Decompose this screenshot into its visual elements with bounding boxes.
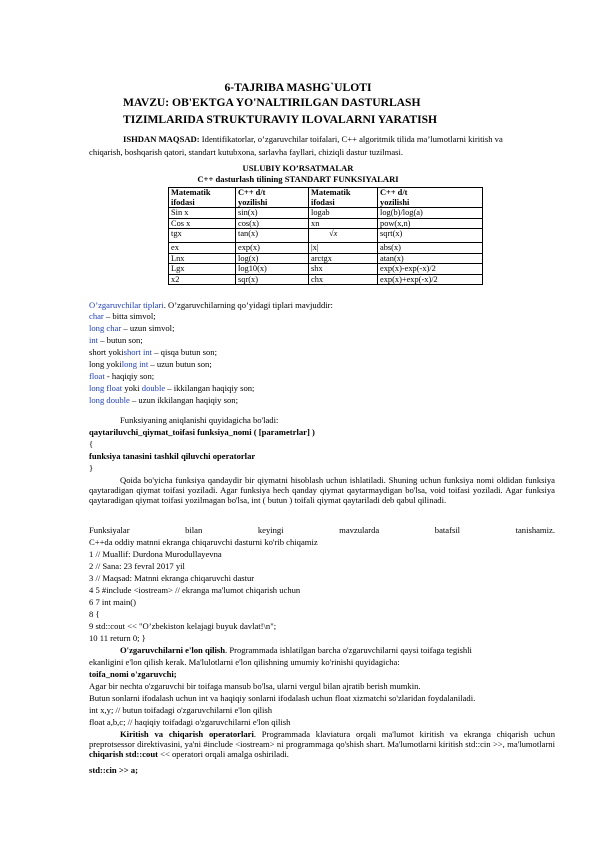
page-title: 6-TAJRIBA MASHG`ULOTI [224,81,372,94]
vars-line-4: Agar bir nechta o'zgaruvchi bir toifaga mansub bo'lsa, ularni vergul bilan ajratib berish mumkin. [89,681,421,691]
table-row [169,218,483,229]
table-row [169,274,483,285]
table-cell: x2 [169,274,236,285]
type-item-long-double: long double – uzun ikkilangan haqiqiy son; [89,395,238,405]
aim-text: Identifikatorlar, o’zgaruvchilar toifalari, C++ algoritmik tilida ma’lumotlarni kiritish va [199,134,503,144]
vars-heading: O'zgaruvchilarni e'lon qilish. Programmada ishlatilgan barcha o'zgaruvchilarni qaysi toifaga tegishli [120,645,472,655]
table-cell: abs(x) [378,243,483,254]
vars-line-5: Butun sonlarni ifodalash uchun int va haqiqiy sonlarni ifodalash uchun float xizmatchi so'zlaridan foydalaniladi. [89,693,476,703]
code-line: 6 7 int main() [89,597,137,607]
table-cell: sin(x) [236,208,309,219]
functions-open-brace: { [89,439,94,449]
topic-line-1: MAVZU: OB'EKTGA YO'NALTIRILGAN DASTURLASH [123,96,421,109]
method-title: USLUBIY KO’RSATMALAR [242,163,354,173]
table-cell: log10(x) [236,264,309,275]
table-header-cell: Matematik ifodasi [309,188,378,208]
aim-line-2: chiqarish, boshqarish qatori, standart kutubxona, sarlavha fayllari, chiziqli dastur tuzilmasi. [89,147,404,157]
table-cell: tan(x) [236,229,309,243]
type-item-char: char – bitta simvol; [89,311,156,321]
functions-syntax: qaytariluvchi_qiymat_toifasi funksiya_nomi ( [parametrlar] ) [89,427,315,437]
vars-example-int: int x,y; // butun toifadagi o'zgaruvchilarni e'lon qilish [89,705,273,715]
table-row [169,208,483,219]
table-cell: shx [309,264,378,275]
method-subtitle: C++ dasturlash tilining STANDART FUNKSIYALARI [197,174,399,184]
table-header-cell: C++ d/t yozilishi [378,188,483,208]
code-line: 10 11 return 0; } [89,633,146,643]
io-paragraph: Kiritish va chiqarish operatorlari. Programmada klaviatura orqali ma'lumot kiritish va ekranga chiqarish uchun preprotsessor direktivasini, ya'ni #include <iostream> ni programmaga qo'shish shart. Ma'lumotlarni kiritish std::cin >>, ma'lumotlarni chiqarish std::cout << operatori orqali amalga oshiriladi. [89,729,555,759]
table-header-cell: Matematik ifodasi [169,188,236,208]
topic-line-2: TIZIMLARIDA STRUKTURAVIY ILOVALARNI YARATISH [123,113,438,126]
type-item-float: float - haqiqiy son; [89,371,155,381]
aim-line-1 [123,134,503,144]
functions-intro: Funksiyaning aniqlanishi quyidagicha bo'ladi: [120,415,279,425]
code-line: 8 { [89,609,100,619]
table-cell [309,229,378,243]
table-cell: atan(x) [378,253,483,264]
type-item-int: int – butun son; [89,335,143,345]
table-cell: sqrt(x) [378,229,483,243]
table-cell: logab [309,208,378,219]
standard-functions-table [168,187,483,285]
io-example: std::cin >> a; [89,765,138,775]
functions-close-brace: } [89,463,94,473]
type-item-long-float: long float yoki double – ikkilangan haqiqiy son; [89,383,255,393]
table-cell: exp(x)+exp(-x)/2 [378,274,483,285]
table-cell: log(x) [236,253,309,264]
table-cell: Cos x [169,218,236,229]
functions-next-line: Funksiyalar bilan keyingi mavzularda batafsil tanishamiz. [89,525,555,535]
table-header-cell: C++ d/t yozilishi [236,188,309,208]
code-line: 2 // Sana: 23 fevral 2017 yil [89,561,185,571]
table-cell: Lgx [169,264,236,275]
table-cell: chx [309,274,378,285]
table-cell: pow(x,n) [378,218,483,229]
table-cell: Lnx [169,253,236,264]
code-line: 1 // Muallif: Durdona Murodullayevna [89,549,222,559]
table-header-row [169,188,483,208]
aim-label: ISHDAN MAQSAD: [123,134,200,144]
table-cell: exp(x)-exp(-x)/2 [378,264,483,275]
type-item-long: long yokilong int – uzun butun son; [89,359,212,369]
table-cell: tgx [169,229,236,243]
functions-paragraph: Qoida bo'yicha funksiya qandaydir bir qiymatni hisoblash uchun ishlatiladi. Shuning uchun funksiya nomi oldidan funksiya qaytaradigan qiymat toifasi yoziladi. Agar funksiya hech qanday qiymat qaytarmaydigan bo'lsa, void toifasi yoziladi. Agar funksiya qaytaradigan qiymat toifasi yozilmagan bo'lsa, int ( butun ) toifali qiymat qaytariladi deb qabul qilinadi. [89,475,555,505]
type-item-short: short yokishort int – qisqa butun son; [89,347,217,357]
types-intro [89,300,333,310]
functions-body: funksiya tanasini tashkil qiluvchi operatorlar [89,451,256,461]
table-cell: log(b)/log(a) [378,208,483,219]
code-line: 9 std::cout << "O’zbekiston kelajagi buyuk davlat!\n"; [89,621,277,631]
table-row [169,229,483,243]
vars-syntax: toifa_nomi o'zgaruvchi; [89,669,177,679]
table-cell: xn [309,218,378,229]
code-intro: C++da oddiy matnni ekranga chiqaruvchi dasturni ko'rib chiqamiz [89,537,318,547]
types-intro-text: . O’zgaruvchilarning qo’yidagi tiplari mavjuddir: [163,300,333,310]
types-intro-link: O’zgaruvchilar tiplari [89,300,164,310]
table-cell: exp(x) [236,243,309,254]
sqrt-symbol: √x [329,229,338,238]
table-row [169,264,483,275]
table-cell: Sin x [169,208,236,219]
vars-example-float: float a,b,c; // haqiqiy toifadagi o'zgaruvchilarni e'lon qilish [89,717,291,727]
table-cell: cos(x) [236,218,309,229]
vars-line-2: ekanligini e'lon qilish kerak. Ma'lulotlarni e'lon qilishning umumiy ko'rinishi quyidagicha: [89,657,400,667]
code-line: 3 // Maqsad: Matnni ekranga chiqaruvchi dastur [89,573,255,583]
table-row [169,253,483,264]
table-cell: sqr(x) [236,274,309,285]
table-cell: |x| [309,243,378,254]
type-item-long-char: long char – uzun simvol; [89,323,175,333]
table-cell: arctgx [309,253,378,264]
table-row [169,243,483,254]
code-line: 4 5 #include <iostream> // ekranga ma'lumot chiqarish uchun [89,585,301,595]
table-cell: ex [169,243,236,254]
